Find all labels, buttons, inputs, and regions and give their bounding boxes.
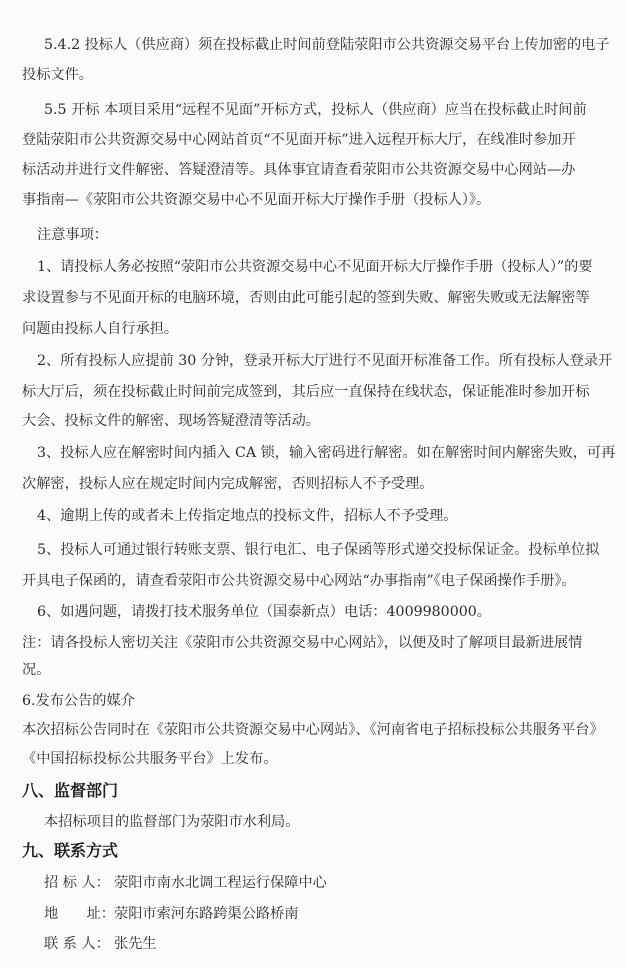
notice-3-line1: 3、投标人应在解密时间内插入 CA 锁，输入密码进行解密。如在解密时间内解密失败，可再 (37, 445, 616, 461)
notice-2-line2: 标大厅后，须在投标截止时间前完成签到，其后应一直保持在线状态，保证能准时参加开标 (22, 384, 590, 400)
para-5-5-line3: 标活动并进行文件解密、答疑澄清等。具体事宜请查看荥阳市公共资源交易中心网站—办 (22, 162, 576, 178)
contact-person-value: 张先生 (114, 936, 157, 952)
contact-bidder-value: 荥阳市南水北调工程运行保障中心 (114, 875, 327, 891)
para-5-4-2-line2: 投标文件。 (22, 67, 93, 83)
contact-bidder-label: 招 标 人： (44, 875, 110, 891)
para-5-5-line2: 登陆荥阳市公共资源交易中心网站首页“不见面开标”进入远程开标大厅，在线准时参加开 (22, 132, 576, 148)
section-9-heading: 九、联系方式 (22, 841, 119, 860)
section-8-line1: 本招标项目的监督部门为荥阳市水利局。 (44, 814, 300, 830)
notice-title: 注意事项： (37, 227, 108, 243)
contact-bidder-row (44, 874, 327, 892)
contact-person-row (44, 935, 157, 953)
notice-5-line2: 开具电子保函的，请查看荥阳市公共资源交易中心网站“办事指南”《电子保函操作手册》。 (22, 573, 576, 589)
section-8-heading: 八、监督部门 (22, 781, 119, 800)
section-6-title: 6.发布公告的媒介 (22, 693, 135, 709)
contact-address-row (44, 905, 298, 923)
contact-address-label: 地 址： (44, 906, 115, 922)
notice-1-line1: 1、请投标人务必按照“荥阳市公共资源交易中心不见面开标大厅操作手册（投标人）”的要 (37, 259, 593, 275)
notice-6-line1: 6、如遇问题，请拨打技术服务单位（国泰新点）电话：4009980000。 (37, 604, 491, 620)
para-5-5-line1: 5.5 开标 本项目采用“远程不见面”开标方式，投标人（供应商）应当在投标截止时间前 (44, 102, 587, 118)
note-line1: 注：请各投标人密切关注《荥阳市公共资源交易中心网站》，以便及时了解项目最新进展情 (22, 635, 583, 651)
notice-1-line2: 求设置参与不见面开标的电脑环境，否则由此可能引起的签到失败、解密失败或无法解密等 (22, 290, 590, 306)
para-5-4-2-line1: 5.4.2 投标人（供应商）须在投标截止时间前登陆荥阳市公共资源交易平台上传加密的电子 (44, 37, 610, 53)
contact-person-label: 联 系 人： (44, 936, 110, 952)
notice-4-line1: 4、逾期上传的或者未上传指定地点的投标文件，招标人不予受理。 (37, 508, 458, 524)
section-6-line1: 本次招标公告同时在《荥阳市公共资源交易中心网站》、《河南省电子招标投标公共服务平台》 (22, 722, 604, 738)
notice-5-line1: 5、投标人可通过银行转账支票、银行电汇、电子保函等形式递交投标保证金。投标单位拟 (37, 542, 600, 558)
note-line2: 况。 (22, 662, 51, 678)
notice-1-line3: 问题由投标人自行承担。 (22, 321, 179, 337)
para-5-5-line4: 事指南—《荥阳市公共资源交易中心不见面开标大厅操作手册（投标人）》。 (22, 192, 491, 208)
contact-address-value: 荥阳市索河东路跨渠公路桥南 (114, 906, 299, 922)
notice-2-line1: 2、所有投标人应提前 30 分钟，登录开标大厅进行不见面开标准备工作。所有投标人登录开 (37, 353, 613, 369)
section-6-line2: 《中国招标投标公共服务平台》上发布。 (22, 751, 278, 767)
notice-2-line3: 大会、投标文件的解密、现场答疑澄清等活动。 (22, 413, 320, 429)
notice-3-line2: 次解密，投标人应在规定时间内完成解密，否则招标人不予受理。 (22, 476, 434, 492)
